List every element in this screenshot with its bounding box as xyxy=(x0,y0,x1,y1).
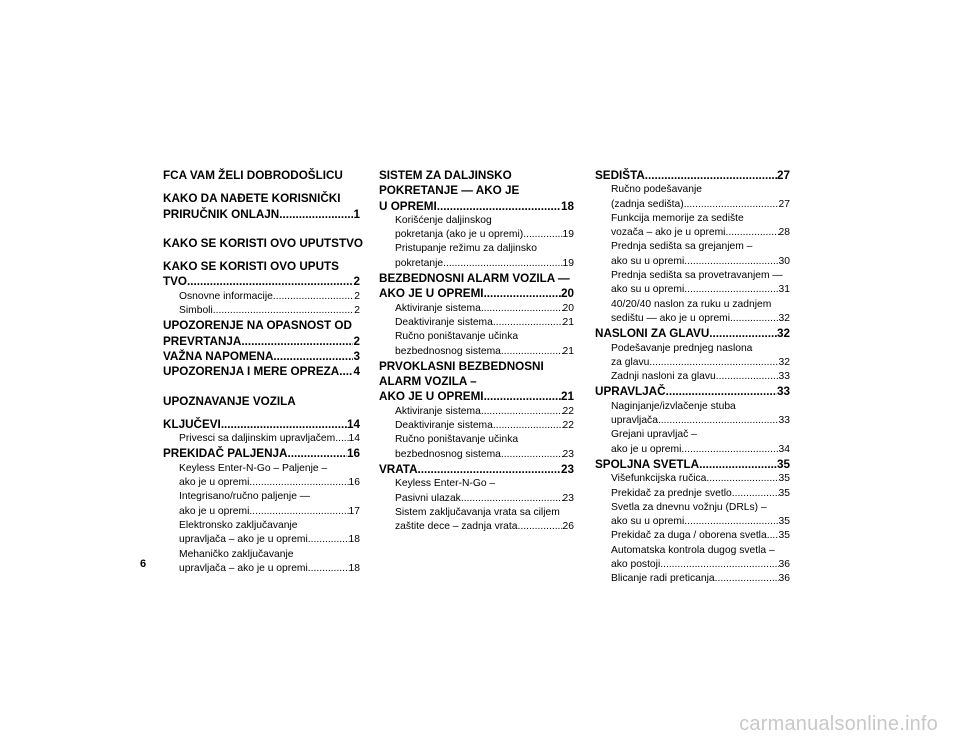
toc-subentry[interactable] xyxy=(595,312,790,326)
toc-heading[interactable] xyxy=(595,168,790,183)
toc-entry-title: ako je u opremi xyxy=(179,477,250,489)
toc-heading[interactable] xyxy=(379,286,574,301)
watermark: carmanualsonline.info xyxy=(739,713,938,735)
dot-leader xyxy=(221,417,347,432)
toc-heading[interactable] xyxy=(163,207,360,222)
toc-entry-title: KLJUČEVI xyxy=(163,417,221,431)
toc-page-number: 4 xyxy=(353,365,360,379)
spacer xyxy=(163,222,360,236)
toc-page-number: 35 xyxy=(778,487,790,499)
toc-page-number: 1 xyxy=(353,207,360,221)
toc-page-number: 22 xyxy=(562,405,574,417)
toc-subentry[interactable] xyxy=(379,214,574,228)
spacer xyxy=(163,409,360,417)
toc-page-number: 2 xyxy=(354,290,360,302)
dot-leader xyxy=(481,405,563,419)
toc-entry-title: Pristupanje režimu za daljinsko xyxy=(395,243,537,255)
toc-subentry[interactable] xyxy=(595,428,790,442)
toc-heading[interactable] xyxy=(379,271,574,286)
toc-subentry[interactable] xyxy=(595,183,790,197)
toc-entry-title: Pasivni ulazak xyxy=(395,492,461,504)
toc-entry-title: PRIRUČNIK ONLAJN xyxy=(163,207,280,221)
toc-subentry[interactable] xyxy=(595,544,790,558)
toc-subentry[interactable] xyxy=(163,505,360,519)
toc-entry-title: Keyless Enter-N-Go – xyxy=(395,478,496,490)
toc-heading[interactable] xyxy=(163,446,360,461)
toc-page-number: 22 xyxy=(562,420,574,432)
toc-heading[interactable] xyxy=(163,364,360,379)
spacer xyxy=(163,251,360,259)
dot-leader xyxy=(308,562,349,576)
toc-entry-title: U OPREMI xyxy=(379,199,437,213)
toc-entry-title: ALARM VOZILA – xyxy=(379,375,477,389)
toc-heading[interactable] xyxy=(595,326,790,341)
dot-leader xyxy=(484,286,561,301)
toc-subentry[interactable] xyxy=(595,370,790,384)
toc-subentry[interactable] xyxy=(379,228,574,242)
toc-entry-title: PRVOKLASNI BEZBEDNOSNI xyxy=(379,359,544,373)
toc-page-number: 23 xyxy=(562,492,574,504)
dot-leader xyxy=(709,326,777,341)
toc-entry-title: Svetla za dnevnu vožnju (DRLs) – xyxy=(611,501,767,513)
toc-entry-title: Zadnji nasloni za glavu xyxy=(611,371,716,383)
toc-entry-title: ako su u opremi xyxy=(611,516,685,528)
toc-entry-title: AKO JE U OPREMI xyxy=(379,287,484,301)
toc-subentry[interactable] xyxy=(595,572,790,586)
toc-column-3 xyxy=(595,168,790,587)
toc-subentry[interactable] xyxy=(595,515,790,529)
toc-page-number: 32 xyxy=(776,327,790,341)
toc-entry-title: PREVRTANJA xyxy=(163,334,242,348)
toc-subentry[interactable] xyxy=(595,226,790,240)
toc-entry-title: Osnovne informacije xyxy=(179,290,273,302)
toc-entry-title: AKO JE U OPREMI xyxy=(379,390,484,404)
toc-entry-title: Podešavanje prednjeg naslona xyxy=(611,342,753,354)
dot-leader xyxy=(273,349,353,364)
toc-page-number: 3 xyxy=(353,349,360,363)
toc-heading[interactable] xyxy=(379,462,574,477)
toc-entry-title: Integrisano/ručno paljenje — xyxy=(179,491,311,503)
toc-heading[interactable] xyxy=(595,384,790,399)
toc-entry-title: FCA VAM ŽELI DOBRODOŠLICU xyxy=(163,169,343,182)
toc-page-number: 16 xyxy=(346,447,360,461)
toc-subentry[interactable] xyxy=(379,419,574,433)
toc-page-number: 19 xyxy=(562,257,574,269)
toc-page-number: 28 xyxy=(778,227,790,239)
dot-leader xyxy=(484,389,561,404)
toc-entry-title: Automatska kontrola dugog svetla – xyxy=(611,544,775,556)
toc-page-number: 23 xyxy=(562,448,574,460)
toc-heading[interactable] xyxy=(163,394,360,409)
toc-entry-title: VAŽNA NAPOMENA xyxy=(163,349,274,363)
toc-subentry[interactable] xyxy=(379,316,574,330)
toc-page-number: 26 xyxy=(562,521,574,533)
dot-leader xyxy=(660,558,778,572)
dot-leader xyxy=(213,304,355,318)
toc-subentry[interactable] xyxy=(595,269,790,283)
toc-page-number: 34 xyxy=(778,443,790,455)
toc-entry-title: ako je u opremi xyxy=(611,443,682,455)
toc-page-number: 35 xyxy=(776,457,790,471)
dot-leader xyxy=(249,505,348,519)
toc-entry-title: UPOZORENJA I MERE OPREZA xyxy=(163,365,340,379)
toc-entry-title: Naginjanje/izvlačenje stuba xyxy=(611,400,736,412)
toc-entry-title: Simboli xyxy=(179,305,213,317)
toc-page-number: 18 xyxy=(560,199,574,213)
toc-entry-title: Sistem zaključavanja vrata sa ciljem xyxy=(395,506,560,518)
toc-subentry[interactable] xyxy=(595,501,790,515)
toc-subentry[interactable] xyxy=(595,198,790,212)
toc-entry-title: za glavu xyxy=(611,356,650,368)
dot-leader xyxy=(658,414,779,428)
toc-page-number: 21 xyxy=(562,316,574,328)
toc-entry-title: NASLONI ZA GLAVU xyxy=(595,327,710,341)
toc-subentry[interactable] xyxy=(379,506,574,520)
dot-leader xyxy=(681,443,778,457)
toc-heading[interactable] xyxy=(163,168,360,183)
toc-entry-title: 40/20/40 naslon za ruku u zadnjem xyxy=(611,298,772,310)
dot-leader xyxy=(249,476,348,490)
toc-entry-title: zaštite dece – zadnja vrata xyxy=(395,521,518,533)
toc-subentry[interactable] xyxy=(379,492,574,506)
toc-heading[interactable] xyxy=(379,374,574,389)
toc-subentry[interactable] xyxy=(379,520,574,534)
toc-subentry[interactable] xyxy=(595,298,790,312)
toc-page-number: 17 xyxy=(348,505,360,517)
toc-entry-title: Ručno podešavanje xyxy=(611,184,703,196)
dot-leader xyxy=(437,199,561,214)
toc-subentry[interactable] xyxy=(163,432,360,446)
dot-leader xyxy=(732,487,779,501)
toc-heading[interactable] xyxy=(163,236,364,251)
toc-page-number: 16 xyxy=(348,477,360,489)
toc-subentry[interactable] xyxy=(379,433,574,447)
toc-subentry[interactable] xyxy=(163,290,360,304)
toc-entry-title: ako je u opremi xyxy=(179,505,250,517)
toc-entry-title: UPRAVLJAČ xyxy=(595,385,666,399)
toc-entry-title: Deaktiviranje sistema xyxy=(395,420,493,432)
toc-subentry[interactable] xyxy=(163,476,360,490)
toc-page-number: 33 xyxy=(778,415,790,427)
toc-page-number: 2 xyxy=(353,275,360,289)
toc-entry-title: Ručno poništavanje učinka xyxy=(395,331,519,343)
toc-subentry[interactable] xyxy=(379,242,574,256)
toc-entry-title: Prednja sedišta sa provetravanjem — xyxy=(611,270,783,282)
toc-page-number: 14 xyxy=(346,417,360,431)
toc-entry-title: bezbednosnog sistema xyxy=(395,345,501,357)
toc-subentry[interactable] xyxy=(163,548,360,562)
toc-heading[interactable] xyxy=(379,168,574,183)
dot-leader xyxy=(418,462,561,477)
toc-page-number: 32 xyxy=(778,356,790,368)
toc-subentry[interactable] xyxy=(163,562,360,576)
dot-leader xyxy=(518,520,563,534)
toc-page-number: 35 xyxy=(778,516,790,528)
toc-page-number: 35 xyxy=(778,530,790,542)
toc-page-number: 27 xyxy=(778,198,790,210)
toc-entry-title: (zadnja sedišta) xyxy=(611,198,684,210)
toc-entry-title: Korišćenje daljinskog xyxy=(395,214,492,226)
toc-heading[interactable] xyxy=(163,259,360,274)
toc-entry-title: Deaktiviranje sistema xyxy=(395,316,493,328)
toc-entry-title: Prednja sedišta sa grejanjem – xyxy=(611,241,753,253)
dot-leader xyxy=(715,572,779,586)
toc-heading[interactable] xyxy=(163,318,360,333)
toc-page-number: 33 xyxy=(778,371,790,383)
toc-subentry[interactable] xyxy=(595,255,790,269)
toc-heading[interactable] xyxy=(379,389,574,404)
dot-leader xyxy=(706,472,778,486)
dot-leader xyxy=(716,370,779,384)
toc-entry-title: Ručno poništavanje učinka xyxy=(395,434,519,446)
toc-entry-title: KAKO SE KORISTI OVO UPUTSTVO xyxy=(163,236,364,250)
toc-subentry[interactable] xyxy=(379,257,574,271)
dot-leader xyxy=(493,419,563,433)
dot-leader xyxy=(684,198,779,212)
toc-page-number: 27 xyxy=(776,169,790,182)
toc-entry-title: VRATA xyxy=(379,462,418,476)
dot-leader xyxy=(443,257,562,271)
toc-entry-title: ako su u opremi xyxy=(611,284,685,296)
toc-page-number: 20 xyxy=(562,302,574,314)
toc-heading[interactable] xyxy=(163,417,360,432)
toc-entry-title: SPOLJNA SVETLA xyxy=(595,457,700,471)
toc-subentry[interactable] xyxy=(595,342,790,356)
toc-entry-title: Prekidač za prednje svetlo xyxy=(611,487,732,499)
dot-leader xyxy=(649,356,778,370)
toc-page-number: 32 xyxy=(778,312,790,324)
toc-heading[interactable] xyxy=(163,191,360,206)
dot-leader xyxy=(339,364,353,379)
toc-subentry[interactable] xyxy=(163,533,360,547)
toc-subentry[interactable] xyxy=(379,345,574,359)
toc-page-number: 21 xyxy=(560,390,574,404)
toc-page-number: 2 xyxy=(353,334,360,348)
toc-page-number: 36 xyxy=(778,559,790,571)
toc-entry-title: Blicanje radi preticanja xyxy=(611,573,715,585)
toc-heading[interactable] xyxy=(379,183,574,198)
toc-heading[interactable] xyxy=(163,274,360,289)
toc-entry-title: Funkcija memorije za sedište xyxy=(611,212,744,224)
toc-subentry[interactable] xyxy=(595,240,790,254)
toc-entry-title: upravljača – ako je u opremi xyxy=(179,562,308,574)
dot-leader xyxy=(287,446,347,461)
dot-leader xyxy=(684,283,778,297)
toc-entry-title: UPOZNAVANJE VOZILA xyxy=(163,394,296,408)
toc-subentry[interactable] xyxy=(379,448,574,462)
toc-subentry[interactable] xyxy=(595,443,790,457)
toc-column-2 xyxy=(379,168,574,534)
dot-leader xyxy=(699,457,777,472)
dot-leader xyxy=(666,384,777,399)
dot-leader xyxy=(645,168,777,183)
toc-page-number: 35 xyxy=(778,473,790,485)
toc-subentry[interactable] xyxy=(595,414,790,428)
toc-heading[interactable] xyxy=(379,199,574,214)
toc-heading[interactable] xyxy=(163,334,360,349)
toc-page-number: 19 xyxy=(562,229,574,241)
toc-entry-title: Privesci sa daljinskim upravljačem xyxy=(179,433,336,445)
dot-leader xyxy=(501,448,563,462)
dot-leader xyxy=(684,255,778,269)
toc-entry-title: BEZBEDNOSNI ALARM VOZILA — xyxy=(379,272,570,286)
toc-entry-title: TVO xyxy=(163,275,188,289)
toc-subentry[interactable] xyxy=(595,356,790,370)
dot-leader xyxy=(308,533,349,547)
toc-subentry[interactable] xyxy=(595,472,790,486)
toc-page-number: 31 xyxy=(778,284,790,296)
spacer xyxy=(163,380,360,394)
toc-page-number: 18 xyxy=(348,562,360,574)
toc-subentry[interactable] xyxy=(163,490,360,504)
dot-leader xyxy=(725,226,778,240)
dot-leader xyxy=(730,312,778,326)
toc-entry-title: pokretanje xyxy=(395,257,444,269)
toc-entry-title: PREKIDAČ PALJENJA xyxy=(163,447,288,461)
dot-leader xyxy=(461,492,563,506)
toc-entry-title: Grejani upravljač – xyxy=(611,429,697,441)
toc-entry-title: KAKO DA NAĐETE KORISNIČKI xyxy=(163,192,341,206)
toc-subentry[interactable] xyxy=(163,519,360,533)
spacer xyxy=(163,183,360,191)
toc-subentry[interactable] xyxy=(379,405,574,419)
toc-page-number: 30 xyxy=(778,255,790,267)
toc-page-number: 23 xyxy=(560,462,574,476)
dot-leader xyxy=(493,316,563,330)
toc-entry-title: vozača – ako je u opremi xyxy=(611,227,726,239)
toc-entry-title: SEDIŠTA xyxy=(595,169,645,182)
toc-subentry[interactable] xyxy=(595,400,790,414)
dot-leader xyxy=(523,228,562,242)
toc-page-number: 33 xyxy=(776,385,790,399)
dot-leader xyxy=(767,529,779,543)
toc-page-number: 20 xyxy=(560,287,574,301)
toc-entry-title: Višefunkcijska ručica xyxy=(611,473,707,485)
toc-entry-title: POKRETANJE — AKO JE xyxy=(379,184,520,198)
toc-entry-title: Prekidač za duga / oborena svetla xyxy=(611,530,767,542)
toc-entry-title: bezbednosnog sistema xyxy=(395,448,501,460)
toc-entry-title: upravljača – ako je u opremi xyxy=(179,534,308,546)
toc-entry-title: sedištu — ako je u opremi xyxy=(611,312,731,324)
toc-subentry[interactable] xyxy=(595,487,790,501)
dot-leader xyxy=(273,290,354,304)
toc-heading[interactable] xyxy=(379,359,574,374)
toc-entry-title: KAKO SE KORISTI OVO UPUTS xyxy=(163,260,339,274)
toc-heading[interactable] xyxy=(163,349,360,364)
dot-leader xyxy=(335,432,348,446)
toc-entry-title: upravljača xyxy=(611,415,658,427)
toc-entry-title: pokretanja (ako je u opremi) xyxy=(395,229,524,241)
toc-entry-title: Aktiviranje sistema xyxy=(395,405,481,417)
dot-leader xyxy=(481,302,563,316)
toc-entry-title: ako postoji xyxy=(611,559,661,571)
dot-leader xyxy=(187,274,353,289)
toc-page-number: 2 xyxy=(354,305,360,317)
toc-column-1 xyxy=(163,168,364,576)
dot-leader xyxy=(501,345,563,359)
dot-leader xyxy=(684,515,778,529)
toc-subentry[interactable] xyxy=(595,558,790,572)
toc-subentry[interactable] xyxy=(379,477,574,491)
toc-page-number: 18 xyxy=(348,534,360,546)
toc-subentry[interactable] xyxy=(163,304,360,318)
toc-subentry[interactable] xyxy=(595,283,790,297)
toc-entry-title: SISTEM ZA DALJINSKO xyxy=(379,169,512,182)
toc-subentry[interactable] xyxy=(595,212,790,226)
toc-page-number: 36 xyxy=(778,573,790,585)
toc-entry-title: UPOZORENJE NA OPASNOST OD xyxy=(163,319,352,333)
toc-entry-title: Elektronsko zaključavanje xyxy=(179,519,298,531)
toc-subentry[interactable] xyxy=(379,330,574,344)
toc-entry-title: Mehaničko zaključavanje xyxy=(179,548,294,560)
toc-entry-title: Aktiviranje sistema xyxy=(395,302,481,314)
toc-subentry[interactable] xyxy=(379,302,574,316)
toc-subentry[interactable] xyxy=(163,462,360,476)
dot-leader xyxy=(279,207,353,222)
page-number: 6 xyxy=(140,558,147,570)
toc-entry-title: ako su u opremi xyxy=(611,255,685,267)
dot-leader xyxy=(241,334,353,349)
toc-page-number: 21 xyxy=(562,345,574,357)
toc-entry-title: Keyless Enter-N-Go – Paljenje – xyxy=(179,462,328,474)
toc-heading[interactable] xyxy=(595,457,790,472)
toc-page-number: 14 xyxy=(348,433,360,445)
toc-subentry[interactable] xyxy=(595,529,790,543)
